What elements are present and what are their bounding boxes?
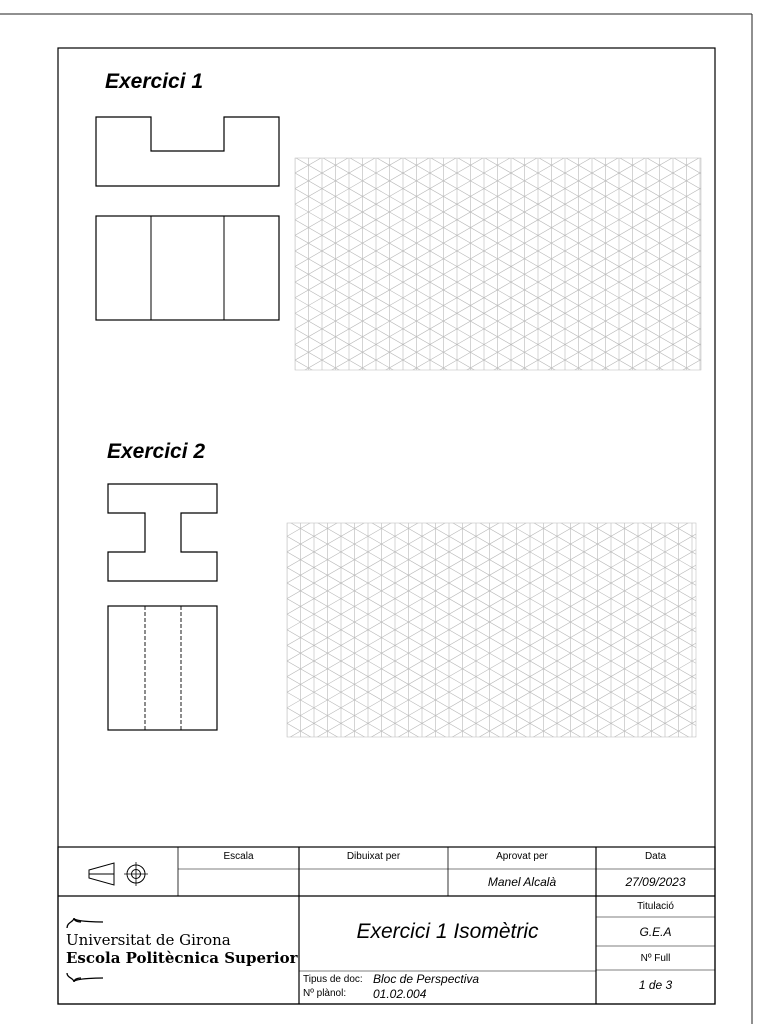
grid-line <box>295 189 701 423</box>
grid-line <box>295 220 701 454</box>
grid-line <box>295 610 701 844</box>
grid-line <box>295 0 701 142</box>
grid-line <box>295 0 701 220</box>
grid-line <box>295 297 701 531</box>
grid-line <box>295 95 701 329</box>
grid-line <box>295 532 701 766</box>
exercise-2-top-view <box>108 606 217 730</box>
grid-line <box>287 456 696 692</box>
grid-line <box>295 469 701 703</box>
grid-line <box>287 583 696 819</box>
grid-line <box>287 630 696 866</box>
grid-line <box>295 0 701 48</box>
grid-line <box>287 380 696 616</box>
grid-line <box>287 394 696 630</box>
grid-line <box>295 0 701 17</box>
grid-line <box>287 472 696 708</box>
exercise-1-top-view <box>96 216 279 320</box>
logo-bottom-brace-icon <box>67 973 103 982</box>
grid-line <box>295 298 701 532</box>
grid-line <box>295 0 701 64</box>
grid-line <box>295 204 701 438</box>
grid-line <box>295 95 701 329</box>
grid-line <box>295 547 701 781</box>
exercise-1-front-view <box>96 117 279 186</box>
grid-line <box>295 157 701 391</box>
exercise-2-heading: Exercici 2 <box>107 440 206 463</box>
grid-line <box>295 313 701 547</box>
grid-line <box>287 503 696 739</box>
grid-line <box>287 458 696 694</box>
grid-line <box>287 487 696 723</box>
grid-line <box>295 267 701 501</box>
grid-line <box>295 235 701 469</box>
grid-line <box>295 454 701 688</box>
grid-line <box>295 282 701 516</box>
grid-line <box>295 2 701 236</box>
grid-line <box>295 391 701 626</box>
approved-by-value: Manel Alcalà <box>487 875 557 889</box>
school-name: Escola Politècnica Superior <box>66 949 298 967</box>
grid-line <box>287 412 696 648</box>
grid-line <box>295 48 701 282</box>
grid-line <box>287 425 696 661</box>
grid-line <box>287 614 696 850</box>
grid-line <box>295 48 701 282</box>
isometric-grid-1 <box>295 0 701 844</box>
grid-line <box>295 1 701 235</box>
grid-line <box>287 363 696 599</box>
doc-type-label: Tipus de doc: <box>303 974 363 985</box>
doc-type-value: Bloc de Perspectiva <box>373 972 480 986</box>
grid-line <box>287 643 696 879</box>
isometric-grid-1-border <box>295 158 701 370</box>
grid-line <box>295 126 701 360</box>
grid-line <box>287 440 696 676</box>
grid-line <box>295 219 701 453</box>
grid-line <box>295 204 701 438</box>
grid-line <box>295 251 701 485</box>
exercise-2-front-view <box>108 484 217 581</box>
logo-top-brace-icon <box>67 918 103 928</box>
grid-line <box>295 0 701 174</box>
grid-line <box>295 0 701 126</box>
grid-line <box>295 0 701 158</box>
plan-number-value: 01.02.004 <box>373 987 427 1001</box>
isometric-grid-2-border <box>287 523 696 737</box>
grid-line <box>295 266 701 500</box>
grid-line <box>295 250 701 484</box>
grid-line <box>295 563 701 797</box>
grid-line <box>287 427 696 663</box>
grid-line <box>287 396 696 632</box>
grid-line <box>295 17 701 251</box>
grid-line <box>287 349 696 585</box>
grid-line <box>295 64 701 298</box>
grid-line <box>295 594 701 828</box>
grid-line <box>295 0 701 111</box>
grid-line <box>295 438 701 672</box>
grid-line <box>287 692 696 928</box>
grid-line <box>295 111 701 345</box>
grid-line <box>295 516 701 750</box>
grid-line <box>295 188 701 422</box>
sheet-number-value: 1 de 3 <box>638 978 673 992</box>
grid-line <box>295 376 701 610</box>
grid-line <box>287 690 696 926</box>
grid-line <box>295 500 701 734</box>
grid-line <box>295 282 701 516</box>
grid-line <box>295 0 701 142</box>
grid-line <box>287 378 696 614</box>
grid-line <box>295 0 701 220</box>
grid-line <box>295 157 701 391</box>
degree-value: G.E.A <box>639 925 672 939</box>
grid-line <box>287 518 696 754</box>
grid-line <box>295 32 701 266</box>
grid-line <box>287 521 696 757</box>
scale-label: Escala <box>223 851 254 862</box>
grid-line <box>295 0 701 157</box>
grid-line <box>287 988 696 1024</box>
grid-line <box>295 0 701 2</box>
drawing-title: Exercici 1 Isomètric <box>356 920 539 943</box>
grid-line <box>287 599 696 835</box>
grid-line <box>295 63 701 297</box>
first-angle-projection-icon <box>89 862 148 886</box>
grid-line <box>295 578 701 812</box>
grid-line <box>295 172 701 406</box>
plan-number-label: Nº plànol: <box>303 988 347 999</box>
date-value: 27/09/2023 <box>625 875 686 889</box>
grid-line <box>295 313 701 547</box>
grid-line <box>295 485 701 719</box>
grid-line <box>295 17 701 252</box>
grid-line <box>287 474 696 710</box>
grid-line <box>295 0 701 33</box>
grid-line <box>295 79 701 313</box>
grid-line <box>287 347 696 583</box>
drawn-by-label: Dibuixat per <box>346 851 401 862</box>
grid-line <box>295 235 701 469</box>
grid-line <box>295 0 701 173</box>
grid-line <box>287 612 696 848</box>
grid-line <box>287 534 696 770</box>
grid-line <box>287 628 696 864</box>
grid-line <box>295 110 701 344</box>
grid-line <box>287 550 696 786</box>
grid-line <box>295 173 701 407</box>
grid-line <box>287 409 696 645</box>
grid-line <box>295 142 701 376</box>
grid-line <box>295 345 701 579</box>
grid-line <box>287 365 696 601</box>
grid-line <box>295 360 701 594</box>
grid-line <box>295 0 701 205</box>
grid-line <box>287 581 696 817</box>
degree-label: Titulació <box>637 901 674 912</box>
grid-line <box>295 126 701 360</box>
grid-line <box>295 329 701 563</box>
grid-line <box>287 568 696 804</box>
grid-line <box>287 552 696 788</box>
grid-line <box>287 443 696 679</box>
grid-line <box>295 0 701 204</box>
university-name: Universitat de Girona <box>66 931 231 949</box>
grid-line <box>287 505 696 741</box>
sheet-number-label: Nº Full <box>640 953 671 964</box>
grid-line <box>287 565 696 801</box>
grid-line <box>295 80 701 314</box>
approved-by-label: Aprovat per <box>496 851 548 862</box>
grid-line <box>295 422 701 656</box>
grid-line <box>287 490 696 726</box>
grid-line <box>295 0 701 80</box>
grid-line <box>287 596 696 832</box>
grid-line <box>295 33 701 267</box>
exercise-1-heading: Exercici 1 <box>105 70 204 93</box>
grid-line <box>287 645 696 881</box>
grid-line <box>295 0 701 189</box>
grid-line <box>295 407 701 641</box>
date-label: Data <box>644 851 667 862</box>
grid-line <box>295 141 701 375</box>
